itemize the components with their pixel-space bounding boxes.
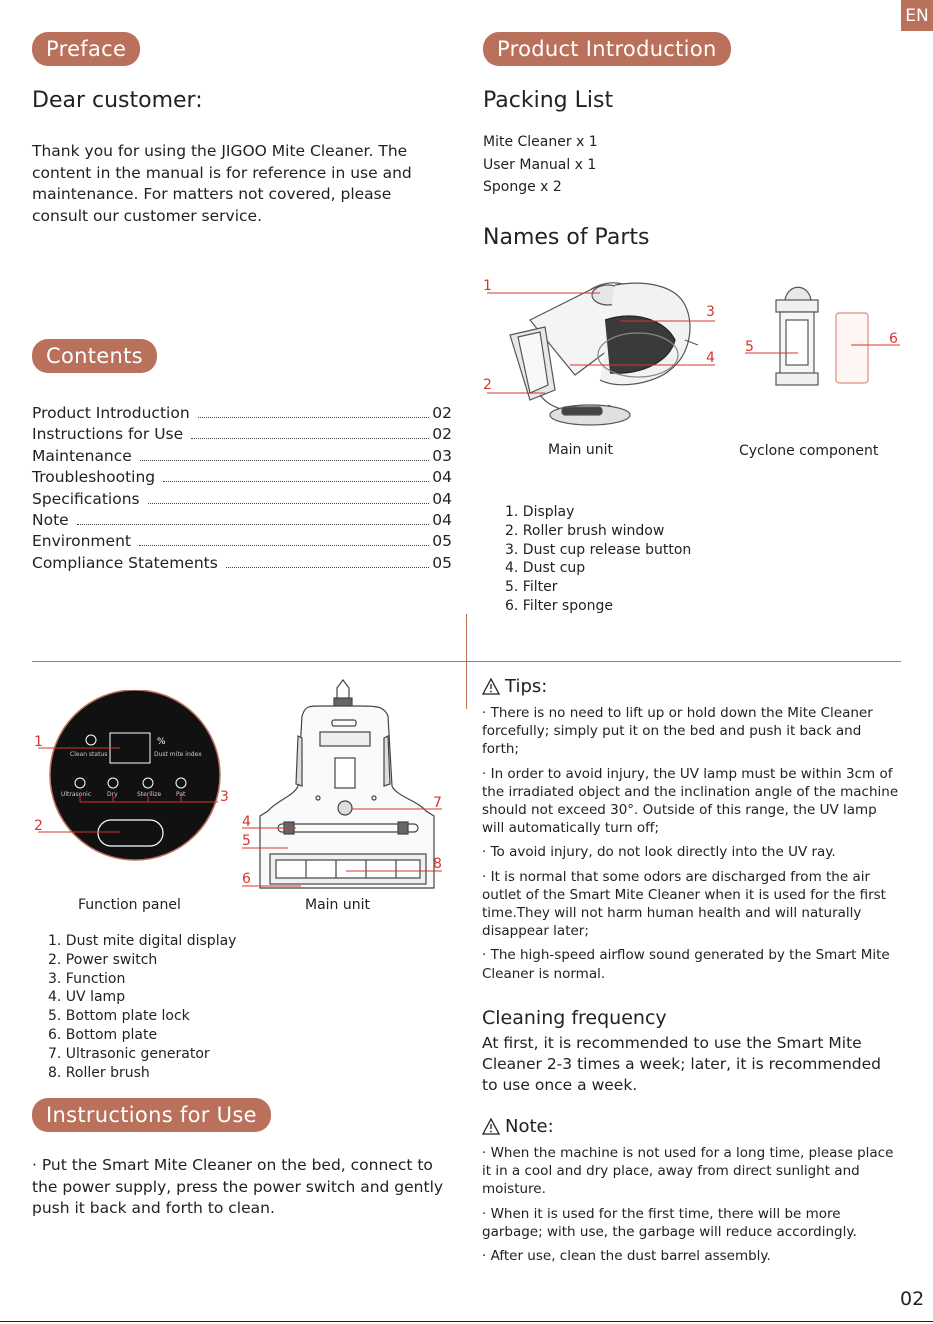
footer-rule bbox=[0, 1321, 933, 1322]
callout-number: 8 bbox=[433, 856, 442, 872]
toc-page: 02 bbox=[432, 425, 452, 444]
list-item: 5. Filter bbox=[505, 579, 558, 596]
list-item: 1. Dust mite digital display bbox=[48, 933, 237, 949]
toc-row bbox=[32, 532, 452, 553]
contents-label: Contents bbox=[32, 339, 157, 373]
parts-list bbox=[505, 503, 691, 616]
toc-row bbox=[32, 468, 452, 489]
toc-leader bbox=[163, 481, 429, 482]
callout-number: 4 bbox=[706, 350, 715, 366]
mode-label: Ultrasonic bbox=[61, 791, 92, 798]
instructions-label: Instructions for Use bbox=[32, 1098, 271, 1132]
callout-number: 5 bbox=[745, 339, 754, 355]
tip-item: · It is normal that some odors are discharged from the air outlet of the Smart Mite Cleaner when it is used for the first time.They will not harm human health and will naturally disappear later; bbox=[482, 868, 886, 940]
callout-number: 7 bbox=[433, 795, 442, 811]
toc-row bbox=[32, 404, 452, 425]
percent-sign: % bbox=[157, 737, 166, 747]
list-item: 3. Dust cup release button bbox=[505, 541, 692, 558]
list-item: 4. Dust cup bbox=[505, 560, 586, 577]
list-item: 5. Bottom plate lock bbox=[48, 1008, 190, 1025]
note-item: · After use, clean the dust barrel assembly. bbox=[482, 1248, 771, 1265]
toc-row bbox=[32, 554, 452, 575]
product-intro-label: Product Introduction bbox=[483, 32, 731, 66]
toc-leader bbox=[191, 438, 429, 439]
list-item: Sponge x 2 bbox=[483, 179, 562, 195]
cyclone-caption: Cyclone component bbox=[739, 443, 879, 459]
instructions-text: · Put the Smart Mite Cleaner on the bed, connect to the power supply, press the power switch and gently push it back and forth to clean. bbox=[32, 1156, 444, 1217]
callout-number: 1 bbox=[34, 734, 43, 750]
callout-number: 2 bbox=[483, 377, 492, 393]
callout-number: 3 bbox=[706, 304, 715, 320]
toc-page: 05 bbox=[432, 553, 452, 572]
toc-title: Compliance Statements bbox=[32, 553, 218, 572]
warning-icon bbox=[482, 678, 500, 695]
note-heading bbox=[482, 1116, 554, 1137]
callout-number: 3 bbox=[220, 789, 229, 805]
toc-row bbox=[32, 490, 452, 511]
toc-title: Specifications bbox=[32, 489, 140, 508]
toc-leader bbox=[226, 567, 429, 568]
list-item: 2. Roller brush window bbox=[505, 522, 665, 539]
toc-leader bbox=[139, 545, 429, 546]
toc-title: Troubleshooting bbox=[32, 468, 156, 487]
list-item: 7. Ultrasonic generator bbox=[48, 1045, 210, 1062]
toc-row bbox=[32, 447, 452, 468]
frequency-title: Cleaning frequency bbox=[482, 1007, 667, 1029]
warning-icon bbox=[482, 1118, 500, 1135]
bottom-unit-caption: Main unit bbox=[305, 897, 370, 913]
list-item: 6. Filter sponge bbox=[505, 597, 614, 614]
list-item: 8. Roller brush bbox=[48, 1064, 150, 1081]
list-item: 2. Power switch bbox=[48, 951, 158, 968]
language-badge: EN bbox=[901, 0, 933, 31]
main-unit-caption: Main unit bbox=[548, 442, 613, 458]
list-item: 1. Display bbox=[505, 504, 575, 520]
tips-title: Tips: bbox=[505, 676, 548, 697]
tip-item: · There is no need to lift up or hold down the Mite Cleaner forcefully; simply put it on the bed and push it back and forth; bbox=[482, 705, 873, 758]
note-item: · When it is used for the first time, there will be more garbage; with use, the garbage will reduce accordingly. bbox=[482, 1205, 857, 1240]
preface-label: Preface bbox=[32, 32, 140, 66]
toc-leader bbox=[77, 524, 430, 525]
tip-item: · In order to avoid injury, the UV lamp must be within 3cm of the irradiated object and the inclination angle of the machine should not exceed 30°. Outside of this range, the UV lamp will automatically turn off; bbox=[482, 765, 899, 837]
page-number: 02 bbox=[900, 1288, 925, 1310]
toc-row bbox=[32, 425, 452, 446]
toc-row bbox=[32, 511, 452, 532]
tip-item: · The high-speed airflow sound generated by the Smart Mite Cleaner is normal. bbox=[482, 947, 890, 982]
bottom-parts-list bbox=[48, 932, 236, 1082]
toc-title: Note bbox=[32, 511, 69, 529]
frequency-text: At first, it is recommended to use the Smart Mite Cleaner 2-3 times a week; later, it is recommended to use once a week. bbox=[482, 1034, 881, 1094]
tips-heading bbox=[482, 676, 547, 697]
preface-greeting: Dear customer: bbox=[32, 88, 203, 113]
toc-leader bbox=[148, 503, 430, 504]
toc-page: 03 bbox=[432, 446, 452, 465]
note-title: Note: bbox=[505, 1116, 554, 1137]
function-panel-illustration bbox=[30, 690, 245, 870]
toc-title: Product Introduction bbox=[32, 404, 190, 422]
list-item: 6. Bottom plate bbox=[48, 1026, 158, 1043]
toc-page: 04 bbox=[432, 489, 452, 508]
cyclone-drawing bbox=[776, 287, 868, 385]
mode-label: Sterilize bbox=[137, 791, 162, 798]
section-divider bbox=[32, 661, 901, 662]
clean-status-label: Clean status bbox=[70, 751, 108, 758]
toc-title: Maintenance bbox=[32, 446, 132, 465]
packing-list-title: Packing List bbox=[483, 88, 614, 113]
parts-illustration bbox=[470, 265, 933, 445]
callout-number: 5 bbox=[242, 833, 251, 849]
callout-number: 6 bbox=[889, 331, 898, 347]
packing-list bbox=[483, 131, 598, 199]
callout-number: 6 bbox=[242, 871, 251, 887]
mode-label: Pat bbox=[176, 791, 186, 798]
callout-number: 2 bbox=[34, 818, 43, 834]
toc-title: Instructions for Use bbox=[32, 425, 184, 444]
list-item: Mite Cleaner x 1 bbox=[483, 134, 598, 150]
toc-leader bbox=[198, 417, 430, 418]
names-of-parts-title: Names of Parts bbox=[483, 225, 650, 250]
toc-page: 04 bbox=[432, 511, 452, 529]
note-list bbox=[482, 1144, 900, 1265]
dust-index-label: Dust mite index bbox=[154, 751, 202, 758]
toc-page: 05 bbox=[432, 532, 452, 551]
list-item: 3. Function bbox=[48, 970, 126, 987]
callout-number: 1 bbox=[483, 278, 492, 294]
toc-page: 04 bbox=[432, 468, 452, 487]
mode-label: Dry bbox=[107, 791, 118, 798]
toc-page: 02 bbox=[432, 404, 452, 422]
list-item: 4. UV lamp bbox=[48, 989, 126, 1006]
toc-title: Environment bbox=[32, 532, 131, 551]
list-item: User Manual x 1 bbox=[483, 156, 597, 173]
callout-number: 4 bbox=[242, 814, 251, 830]
main-unit-drawing bbox=[510, 283, 698, 425]
note-item: · When the machine is not used for a long time, please place it in a cool and dry place, away from direct sunlight and moisture. bbox=[482, 1145, 894, 1198]
function-panel-caption: Function panel bbox=[78, 897, 181, 913]
bottom-unit-illustration bbox=[236, 676, 446, 894]
toc-leader bbox=[140, 460, 429, 461]
preface-text: Thank you for using the JIGOO Mite Cleaner. The content in the manual is for reference in use and maintenance. For matters not covered, please consult our customer service. bbox=[32, 142, 412, 225]
tip-item: · To avoid injury, do not look directly into the UV ray. bbox=[482, 844, 836, 861]
tips-list bbox=[482, 704, 900, 983]
